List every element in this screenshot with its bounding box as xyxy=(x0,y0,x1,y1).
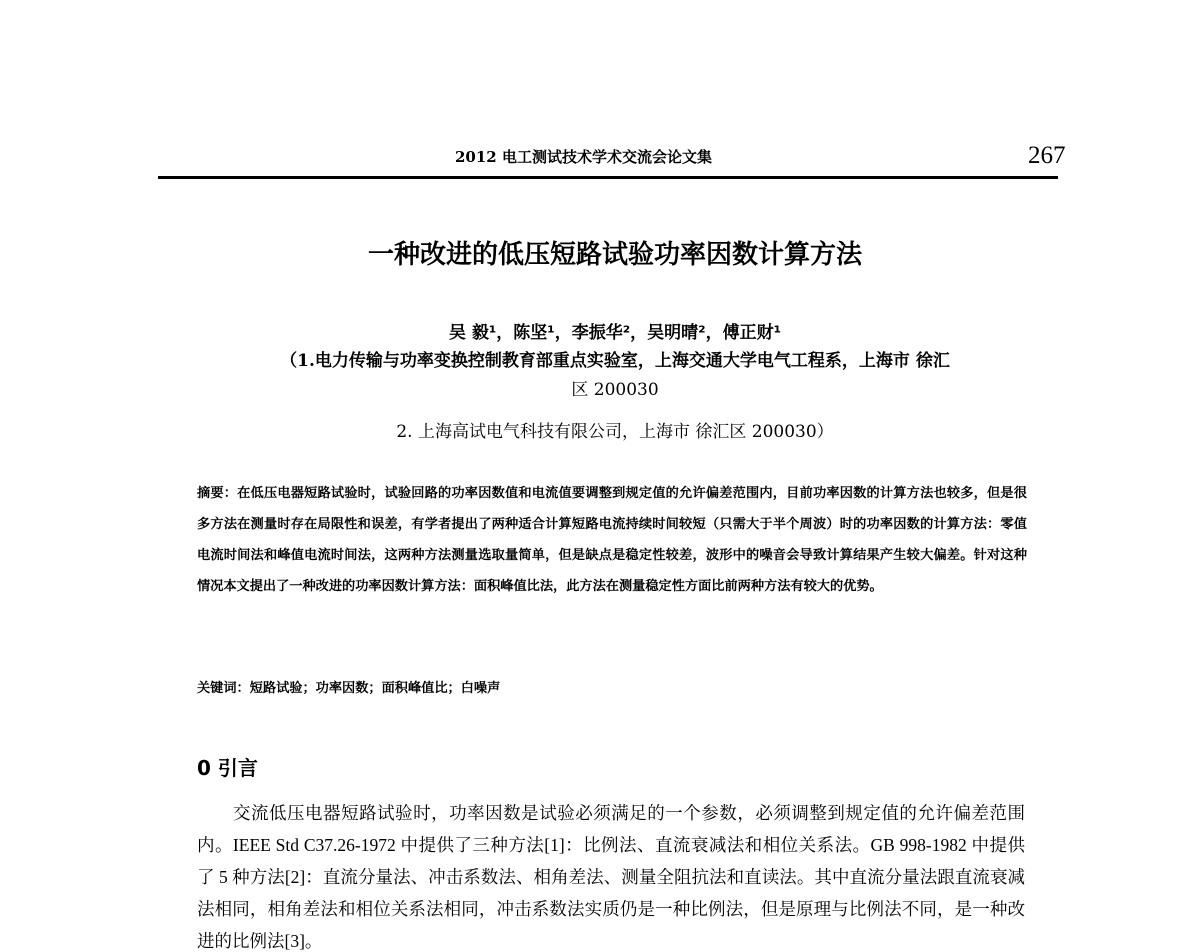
section-heading: 0 引言 xyxy=(197,756,258,780)
running-header: 2012 电工测试技术学术交流会论文集 xyxy=(455,148,712,166)
keywords xyxy=(197,677,500,696)
section-body xyxy=(197,797,1025,952)
intro-paragraph: 交流低压电器短路试验时，功率因数是试验必须满足的一个参数，必须调整到规定值的允许偏差范围内。IEEE Std C37.26-1972 中提供了三种方法[1]：比例法、直流衰减法和相位关系法。GB 998-1982 中提供了 5 种方法[2]：直流分量法、冲击系数法、相角差法、测量全阻抗法和直读法。其中直流分量法跟直流衰减法相同，相角差法和相位关系法相同，冲击系数法实质仍是一种比例法，但是原理与比例法不同，是一种改进的比例法[3]。 xyxy=(197,803,1025,951)
affiliation-line-1: （1.电力传输与功率变换控制教育部重点实验室，上海交通大学电气工程系，上海市 徐汇 xyxy=(280,351,950,371)
header-rule xyxy=(158,176,1058,179)
abstract-label: 摘要： xyxy=(197,486,238,501)
affiliation-line-3: 2. 上海高试电气科技有限公司，上海市 徐汇区 200030） xyxy=(396,422,834,442)
abstract-text: 在低压电器短路试验时，试验回路的功率因数值和电流值要调整到规定值的允许偏差范围内，目前功率因数的计算方法也较多，但是很多方法在测量时存在局限性和误差，有学者提出了两种适合计算短路电流持续时间较短（只需大于半个周波）时的功率因数的计算方法：零值电流时间法和峰值电流时间法，这两种方法测量选取量简单，但是缺点是稳定性较差，波形中的噪音会导致计算结果产生较大偏差。针对这种情况本文提出了一种改进的功率因数计算方法：面积峰值比法，此方法在测量稳定性方面比前两种方法有较大的优势。 xyxy=(197,486,1027,594)
abstract xyxy=(197,478,1027,602)
page-number: 267 xyxy=(1028,142,1066,169)
keywords-text: 短路试验；功率因数；面积峰值比；白噪声 xyxy=(249,681,501,696)
authors: 吴 毅¹，陈坚¹，李振华²，吴明晴²，傅正财¹ xyxy=(448,323,782,343)
keywords-label: 关键词： xyxy=(197,681,250,696)
paper-title: 一种改进的低压短路试验功率因数计算方法 xyxy=(367,240,862,270)
affiliation-line-2: 区 200030 xyxy=(571,380,659,400)
